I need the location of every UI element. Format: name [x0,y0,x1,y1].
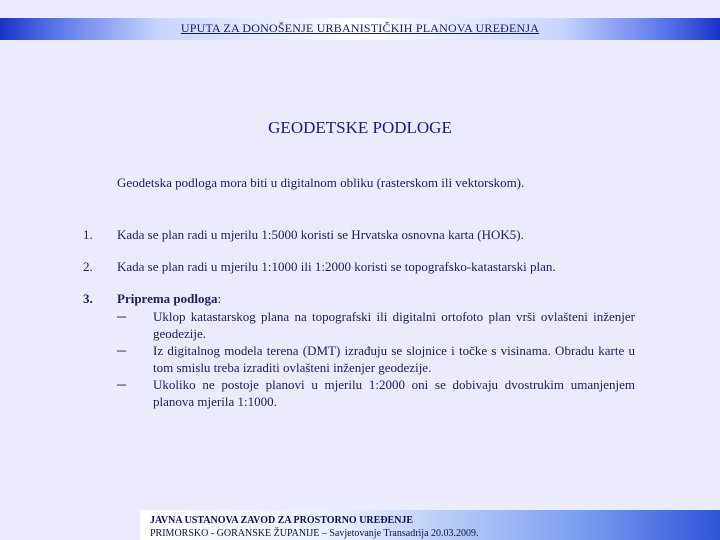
sub-list [117,308,635,410]
item-title-text: Priprema podloga [117,291,218,306]
sub-item-text: Iz digitalnog modela terena (DMT) izrađuju se slojnice i točke s visinama. Obradu karte u tom smislu treba izraditi ovlašteni inženjer geodezije. [153,343,635,375]
item-title-colon: : [217,291,222,306]
intro-text: Geodetska podloga mora biti u digitalnom obliku (rasterskom ili vektorskom). [117,175,525,190]
sub-item-text: Ukoliko ne postoje planovi u mjerilu 1:2000 oni se dobivaju dvostrukim umanjenjem planova mjerila 1:1000. [153,377,635,409]
item-title [117,291,221,307]
sub-item-3 [117,376,635,410]
item-number: 1. [83,227,93,242]
dash-bullet: ─ [117,343,127,358]
item-number: 3. [83,291,93,306]
item-number: 2. [83,259,93,274]
header-title: UPUTA ZA DONOŠENJE URBANISTIČKIH PLANOVA UREĐENJA [180,21,540,35]
item-text: Kada se plan radi u mjerilu 1:1000 ili 1:2000 koristi se topografsko-katastarski plan. [117,259,556,274]
dash-bullet: ─ [117,377,127,392]
item-text: Kada se plan radi u mjerilu 1:5000 koristi se Hrvatska osnovna karta (HOK5). [117,227,524,242]
dash-bullet: ─ [117,309,127,324]
slide-heading: GEODETSKE PODLOGE [268,118,452,137]
sub-item-2 [117,342,635,376]
sub-item-1 [117,308,635,342]
sub-item-text: Uklop katastarskog plana na topografski ili digitalni ortofoto plan vrši ovlašteni inženjer geodezije. [153,309,635,341]
footer-event: PRIMORSKO - GORANSKE ŽUPANIJE – Savjetovanje Transadrija 20.03.2009. [150,528,479,539]
footer-institution: JAVNA USTANOVA ZAVOD ZA PROSTORNO UREĐENJE [150,515,414,526]
